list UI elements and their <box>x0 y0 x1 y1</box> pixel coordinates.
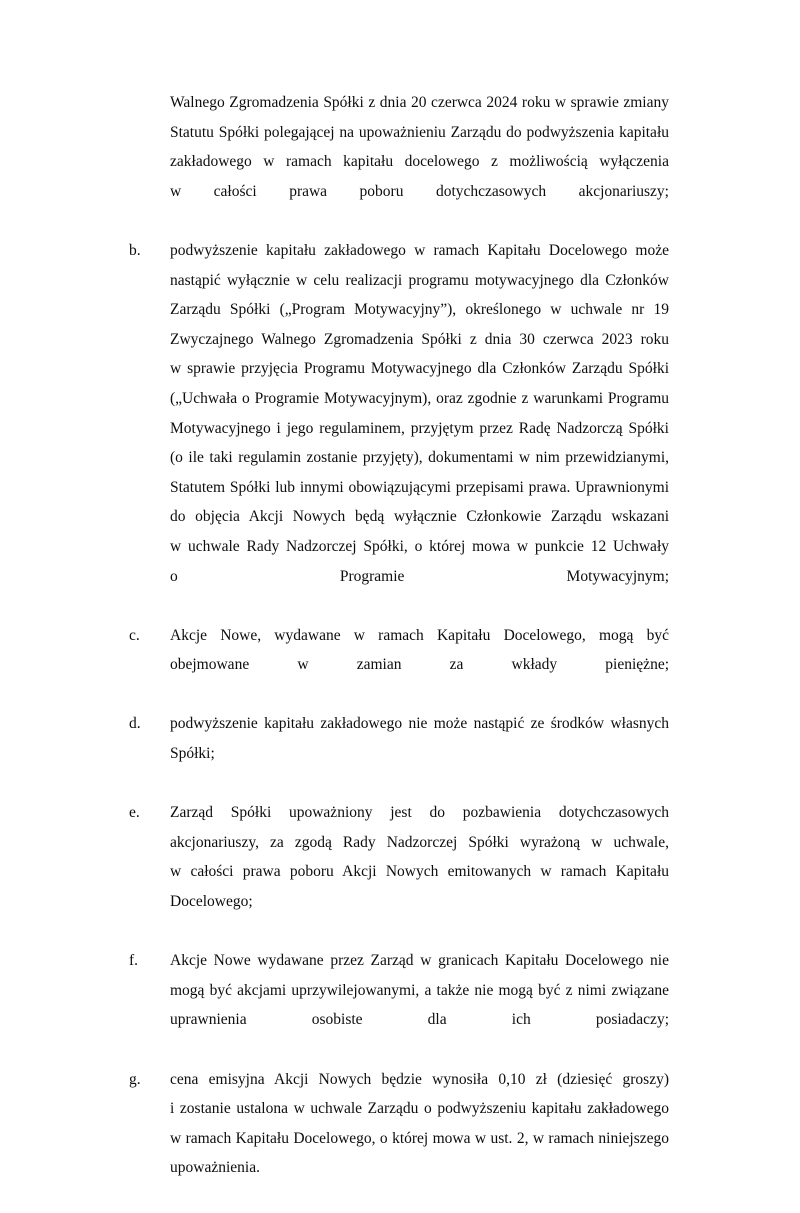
lettered-list <box>129 236 669 1213</box>
list-item <box>129 709 669 798</box>
continuation-paragraph: Walnego Zgromadzenia Spółki z dnia 20 czerwca 2024 roku w sprawie zmiany Statutu Spółki polegającej na upoważnieniu Zarządu do podwyższenia kapitału zakładowego w ramach kapitału docelowego z możliwością wyłączenia w całości prawa poboru dotychczasowych akcjonariuszy; <box>170 94 669 200</box>
list-item <box>129 946 669 1064</box>
list-item-text: cena emisyjna Akcji Nowych będzie wynosiła 0,10 zł (dziesięć groszy) i zostanie ustalona w uchwale Zarządu o podwyższeniu kapitału zakładowego w ramach Kapitału Docelowego, o której mowa w ust. 2, w ramach niniejszego upoważnienia. <box>170 1070 669 1177</box>
list-item-marker: g. <box>129 1070 141 1088</box>
list-item-marker: c. <box>129 626 140 644</box>
list-item-marker: f. <box>129 952 139 970</box>
list-item <box>129 621 669 710</box>
list-item-marker: b. <box>129 241 141 259</box>
list-item <box>129 798 669 946</box>
list-item-text: Zarząd Spółki upoważniony jest do pozbawienia dotychczasowych akcjonariuszy, za zgodą Rady Nadzorczej Spółki wyrażoną w uchwale, w całości prawa poboru Akcji Nowych emitowanych w ramach Kapitału Docelowego; <box>170 804 669 911</box>
list-item-marker: d. <box>129 715 141 733</box>
list-item <box>129 1065 669 1213</box>
list-item-text: Akcje Nowe, wydawane w ramach Kapitału Docelowego, mogą być obejmowane w zamian za wkłady pieniężne; <box>170 626 669 674</box>
list-item <box>129 236 669 621</box>
document-content <box>129 88 669 1213</box>
list-item-text: podwyższenie kapitału zakładowego w ramach Kapitału Docelowego może nastąpić wyłącznie w celu realizacji programu motywacyjnego dla Członków Zarządu Spółki („Program Motywacyjny”), określonego w uchwale nr 19 Zwyczajnego Walnego Zgromadzenia Spółki z dnia 30 czerwca 2023 roku w sprawie przyjęcia Programu Motywacyjnego dla Członków Zarządu Spółki („Uchwała o Programie Motywacyjnym), oraz zgodnie z warunkami Programu Motywacyjnego i jego regulaminem, przyjętym przez Radę Nadzorczą Spółki (o ile taki regulamin zostanie przyjęty), dokumentami w nim przewidzianymi, Statutem Spółki lub innymi obowiązującymi przepisami prawa. Uprawnionymi do objęcia Akcji Nowych będą wyłącznie Członkowie Zarządu wskazani w uchwale Rady Nadzorczej Spółki, o której mowa w punkcie 12 Uchwały o Programie Motywacyjnym; <box>170 241 669 585</box>
list-item-text: podwyższenie kapitału zakładowego nie może nastąpić ze środków własnych Spółki; <box>170 715 669 763</box>
list-item-text: Akcje Nowe wydawane przez Zarząd w granicach Kapitału Docelowego nie mogą być akcjami uprzywilejowanymi, a także nie mogą być z nimi związane uprawnienia osobiste dla ich posiadaczy; <box>170 952 669 1029</box>
list-item-marker: e. <box>129 804 140 822</box>
